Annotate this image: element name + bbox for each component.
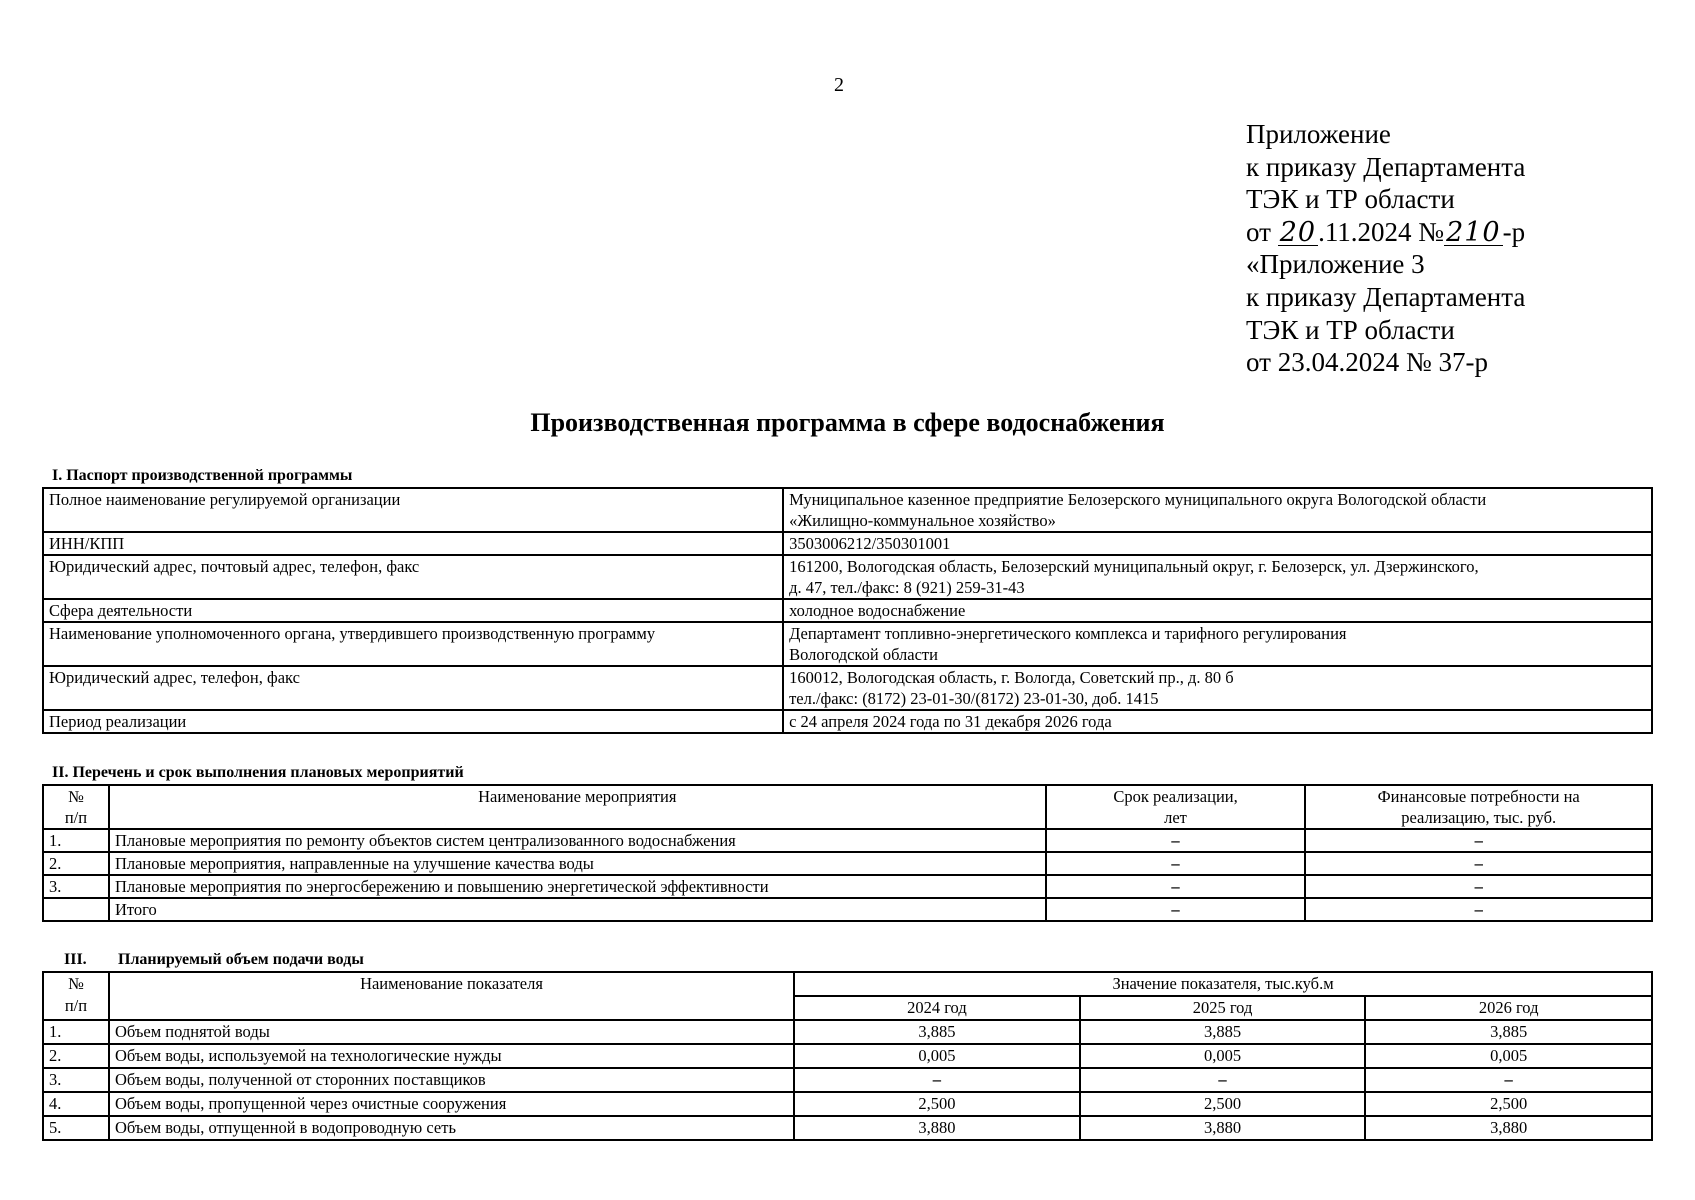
section-3-heading: Планируемый объем подачи воды [118, 951, 364, 968]
header-indicator-name: Наименование показателя [109, 972, 794, 1020]
row-term: – [1046, 875, 1306, 898]
approval-line-4 [1246, 216, 1525, 249]
row-activity: Плановые мероприятия по энергосбережению и повышению энергетической эффективности [109, 875, 1046, 898]
section-1-heading: I. Паспорт производственной программы [52, 467, 353, 484]
table-header-row [43, 972, 1652, 996]
row-num [43, 898, 109, 921]
passport-table [42, 487, 1653, 734]
row-term: – [1046, 852, 1306, 875]
row-num: 1. [43, 1020, 109, 1044]
approval-line-8: от 23.04.2024 № 37-р [1246, 347, 1488, 378]
row-value-2026: – [1365, 1068, 1652, 1092]
header-indicator-value: Значение показателя, тыс.куб.м [794, 972, 1652, 996]
passport-value: 3503006212/350301001 [783, 532, 1652, 555]
passport-label: Юридический адрес, почтовый адрес, телефон, факс [43, 555, 783, 599]
header-year-2026: 2026 год [1365, 996, 1652, 1020]
table-row [43, 1068, 1652, 1092]
header-year-2024: 2024 год [794, 996, 1080, 1020]
passport-label: Сфера деятельности [43, 599, 783, 622]
passport-row [43, 555, 1652, 599]
passport-value: 160012, Вологодская область, г. Вологда, Советский пр., д. 80 б тел./факс: (8172) 23-01-30/(8172) 23-01-30, доб. 1415 [783, 666, 1652, 710]
row-num: 2. [43, 1044, 109, 1068]
header-num: № п/п [43, 785, 109, 829]
approval-line-6: к приказу Департамента [1246, 281, 1526, 312]
row-indicator: Объем воды, полученной от сторонних поставщиков [109, 1068, 794, 1092]
row-value-2026: 2,500 [1365, 1092, 1652, 1116]
handwritten-day: 20 [1279, 216, 1317, 248]
table-row [43, 875, 1652, 898]
row-activity: Плановые мероприятия, направленные на улучшение качества воды [109, 852, 1046, 875]
row-num: 1. [43, 829, 109, 852]
row-value-2024: 3,885 [794, 1020, 1080, 1044]
approval-line-3: ТЭК и ТР области [1246, 184, 1455, 215]
row-num: 3. [43, 1068, 109, 1092]
row-value-2024: – [794, 1068, 1080, 1092]
passport-value: холодное водоснабжение [783, 599, 1652, 622]
row-value-2026: 3,880 [1365, 1116, 1652, 1140]
row-num: 4. [43, 1092, 109, 1116]
header-year-2025: 2025 год [1080, 996, 1366, 1020]
row-num: 2. [43, 852, 109, 875]
passport-row [43, 599, 1652, 622]
row-value-2024: 2,500 [794, 1092, 1080, 1116]
row-term: – [1046, 898, 1306, 921]
approval-block [1246, 118, 1525, 379]
approval-line-7: ТЭК и ТР области [1246, 314, 1455, 345]
row-num: 3. [43, 875, 109, 898]
header-num: № п/п [43, 972, 109, 1020]
passport-value: Департамент топливно-энергетического комплекса и тарифного регулирования Вологодской области [783, 622, 1652, 666]
header-financing: Финансовые потребности на реализацию, тыс. руб. [1305, 785, 1652, 829]
table-row [43, 852, 1652, 875]
header-term: Срок реализации, лет [1046, 785, 1306, 829]
table-row [43, 1092, 1652, 1116]
section-2-heading: II. Перечень и срок выполнения плановых мероприятий [52, 764, 464, 781]
section-3-heading-number: III. [64, 951, 87, 968]
approval-line-2: к приказу Департамента [1246, 151, 1526, 182]
passport-label: Наименование уполномоченного органа, утвердившего производственную программу [43, 622, 783, 666]
approval-line-5: «Приложение 3 [1246, 249, 1425, 280]
row-activity: Плановые мероприятия по ремонту объектов систем централизованного водоснабжения [109, 829, 1046, 852]
passport-value: с 24 апреля 2024 года по 31 декабря 2026 года [783, 710, 1652, 733]
table-row [43, 1020, 1652, 1044]
passport-row [43, 532, 1652, 555]
row-indicator: Объем воды, используемой на технологические нужды [109, 1044, 794, 1068]
page-number: 2 [834, 74, 844, 96]
row-term: – [1046, 829, 1306, 852]
passport-label: ИНН/КПП [43, 532, 783, 555]
passport-value: 161200, Вологодская область, Белозерский муниципальный округ, г. Белозерск, ул. Дзержинского, д. 47, тел./факс: 8 (921) 259-31-43 [783, 555, 1652, 599]
document-title: Производственная программа в сфере водоснабжения [530, 408, 1165, 437]
passport-row [43, 488, 1652, 532]
row-financing: – [1305, 829, 1652, 852]
row-value-2026: 3,885 [1365, 1020, 1652, 1044]
row-indicator: Объем воды, пропущенной через очистные сооружения [109, 1092, 794, 1116]
approval-line-1: Приложение [1246, 119, 1391, 149]
table-row [43, 1044, 1652, 1068]
passport-label: Юридический адрес, телефон, факс [43, 666, 783, 710]
passport-row [43, 710, 1652, 733]
row-indicator: Объем воды, отпущенной в водопроводную сеть [109, 1116, 794, 1140]
row-value-2024: 3,880 [794, 1116, 1080, 1140]
row-financing: – [1305, 898, 1652, 921]
table-header-row [43, 785, 1652, 829]
water-volume-table [42, 971, 1653, 1141]
row-financing: – [1305, 852, 1652, 875]
row-activity: Итого [109, 898, 1046, 921]
row-value-2025: 2,500 [1080, 1092, 1366, 1116]
passport-label: Период реализации [43, 710, 783, 733]
row-financing: – [1305, 875, 1652, 898]
activities-table [42, 784, 1653, 922]
row-value-2025: 3,880 [1080, 1116, 1366, 1140]
approval-date-prefix: от [1246, 216, 1271, 247]
approval-date-suffix: -р [1502, 216, 1526, 247]
passport-row [43, 666, 1652, 710]
row-value-2025: – [1080, 1068, 1366, 1092]
approval-date-middle: .11.2024 № [1318, 216, 1445, 247]
row-value-2025: 0,005 [1080, 1044, 1366, 1068]
table-row [43, 829, 1652, 852]
passport-row [43, 622, 1652, 666]
row-value-2026: 0,005 [1365, 1044, 1652, 1068]
table-row [43, 1116, 1652, 1140]
passport-label: Полное наименование регулируемой организации [43, 488, 783, 532]
row-num: 5. [43, 1116, 109, 1140]
row-indicator: Объем поднятой воды [109, 1020, 794, 1044]
table-row-total [43, 898, 1652, 921]
handwritten-order-number: 210 [1446, 216, 1501, 248]
header-activity-name: Наименование мероприятия [109, 785, 1046, 829]
row-value-2024: 0,005 [794, 1044, 1080, 1068]
passport-value: Муниципальное казенное предприятие Белозерского муниципального округа Вологодской области «Жилищно-коммунальное хозяйство» [783, 488, 1652, 532]
row-value-2025: 3,885 [1080, 1020, 1366, 1044]
